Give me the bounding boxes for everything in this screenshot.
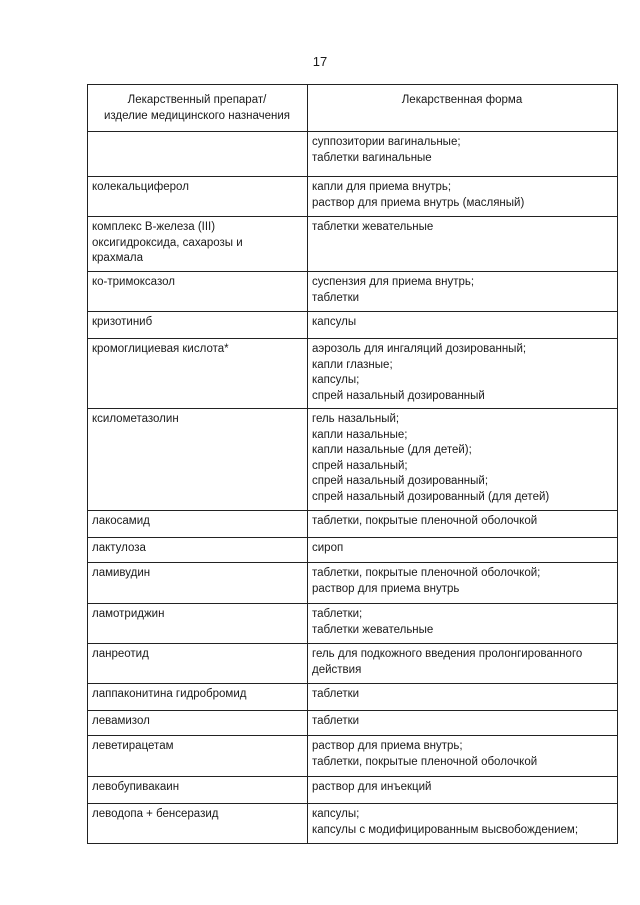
dosage-form-cell (308, 777, 618, 804)
table-row (88, 177, 618, 217)
drug-name-cell (88, 563, 308, 604)
drug-name-cell (88, 644, 308, 684)
drug-name-line: кромоглициевая кислота* (92, 343, 229, 355)
dosage-form-line: суспензия для приема внутрь; (312, 276, 475, 288)
dosage-form-line: таблетки жевательные (312, 623, 434, 636)
page-number: 17 (312, 54, 328, 69)
drug-name-line: ксилометазолин (92, 413, 179, 425)
dosage-form-cell (308, 217, 618, 272)
table-row (88, 777, 618, 804)
dosage-form-line: действия (312, 663, 362, 676)
drug-name-line: ламотриджин (92, 608, 165, 620)
table-row (88, 538, 618, 563)
drug-name-line: леветирацетам (92, 740, 174, 752)
drug-name-line: левамизол (92, 715, 150, 727)
table-row (88, 217, 618, 272)
drug-name-cell (88, 272, 308, 312)
header-line: Лекарственный препарат/ (127, 94, 267, 106)
dosage-form-line: капсулы; (312, 374, 360, 386)
dosage-form-line: сироп (312, 542, 344, 554)
drug-name-cell (88, 339, 308, 409)
dosage-form-line: спрей назальный дозированный (312, 389, 485, 402)
table-row (88, 711, 618, 736)
dosage-form-cell (308, 538, 618, 563)
drug-name-cell (88, 511, 308, 538)
dosage-form-cell (308, 563, 618, 604)
drug-name-line: ланреотид (92, 648, 149, 660)
drug-name-line: оксигидроксида, сахарозы и (92, 236, 243, 249)
drug-name-line: лаппаконитина гидробромид (92, 688, 247, 700)
drug-name-cell (88, 538, 308, 563)
drug-name-cell (88, 777, 308, 804)
drug-name-line: кризотиниб (92, 316, 153, 328)
column-header-form (308, 85, 618, 132)
dosage-form-line: таблетки жевательные (312, 221, 434, 233)
table-row (88, 132, 618, 177)
dosage-form-cell (308, 644, 618, 684)
dosage-form-line: раствор для приема внутрь (масляный) (312, 196, 525, 209)
column-header-drug (88, 85, 308, 132)
dosage-form-cell (308, 711, 618, 736)
drug-name-line: комплекс В-железа (III) (92, 221, 216, 233)
dosage-form-cell (308, 736, 618, 777)
table-row (88, 563, 618, 604)
drug-name-cell (88, 804, 308, 844)
dosage-form-line: таблетки, покрытые пленочной оболочкой; (312, 567, 541, 579)
dosage-form-cell (308, 684, 618, 711)
drug-name-cell (88, 736, 308, 777)
dosage-form-line: гель назальный; (312, 413, 400, 425)
dosage-form-line: капсулы (312, 316, 357, 328)
drug-name-cell (88, 711, 308, 736)
dosage-form-line: капли назальные (для детей); (312, 444, 472, 456)
table-header-row (88, 85, 618, 132)
table-row (88, 511, 618, 538)
dosage-form-line: капли назальные; (312, 428, 408, 441)
dosage-form-cell (308, 804, 618, 844)
drug-name-cell (88, 312, 308, 339)
dosage-form-line: таблетки вагинальные (312, 151, 432, 164)
dosage-form-cell (308, 604, 618, 644)
dosage-form-line: таблетки; (312, 608, 363, 620)
dosage-form-line: таблетки, покрытые пленочной оболочкой (312, 755, 538, 768)
dosage-form-line: спрей назальный; (312, 459, 408, 472)
drug-name-cell (88, 604, 308, 644)
table-row (88, 604, 618, 644)
drug-name-line: лакосамид (92, 515, 150, 527)
dosage-form-line: таблетки (312, 688, 360, 700)
dosage-form-line: таблетки (312, 715, 360, 727)
dosage-form-line: гель для подкожного введения пролонгированного (312, 648, 583, 660)
table-row (88, 644, 618, 684)
dosage-form-line: аэрозоль для ингаляций дозированный; (312, 343, 527, 355)
dosage-form-line: таблетки (312, 291, 360, 304)
drug-name-line: колекальциферол (92, 181, 189, 193)
dosage-form-line: раствор для приема внутрь (312, 582, 460, 595)
dosage-form-line: раствор для инъекций (312, 781, 432, 793)
drug-table (87, 84, 618, 844)
header-line: Лекарственная форма (401, 94, 523, 106)
drug-name-line: ламивудин (92, 567, 151, 579)
dosage-form-cell (308, 511, 618, 538)
drug-name-cell (88, 409, 308, 511)
dosage-form-line: таблетки, покрытые пленочной оболочкой (312, 515, 538, 527)
drug-name-line: леводопа + бенсеразид (92, 808, 219, 820)
drug-name-line: лактулоза (92, 542, 146, 554)
dosage-form-line: капсулы; (312, 808, 360, 820)
drug-name-line: левобупивакаин (92, 781, 180, 793)
header-line: изделие медицинского назначения (103, 109, 291, 122)
dosage-form-cell (308, 272, 618, 312)
drug-name-line: крахмала (92, 252, 143, 264)
dosage-form-line: спрей назальный дозированный; (312, 475, 489, 487)
table-row (88, 409, 618, 511)
table-row (88, 339, 618, 409)
dosage-form-cell (308, 409, 618, 511)
table-row (88, 312, 618, 339)
dosage-form-line: капсулы с модифицированным высвобождением; (312, 823, 579, 836)
drug-name-cell (88, 684, 308, 711)
dosage-form-line: капли для приема внутрь; (312, 181, 452, 193)
dosage-form-line: капли глазные; (312, 358, 393, 371)
table-row (88, 804, 618, 844)
table-row (88, 684, 618, 711)
dosage-form-cell (308, 339, 618, 409)
drug-name-cell (88, 217, 308, 272)
drug-name-line: ко-тримоксазол (92, 276, 175, 288)
dosage-form-line: раствор для приема внутрь; (312, 740, 463, 752)
dosage-form-cell (308, 312, 618, 339)
dosage-form-cell (308, 177, 618, 217)
drug-name-cell (88, 177, 308, 217)
drug-name-cell (88, 132, 308, 177)
table-row (88, 272, 618, 312)
dosage-form-cell (308, 132, 618, 177)
dosage-form-line: спрей назальный дозированный (для детей) (312, 490, 550, 503)
table-row (88, 736, 618, 777)
dosage-form-line: суппозитории вагинальные; (312, 136, 461, 148)
